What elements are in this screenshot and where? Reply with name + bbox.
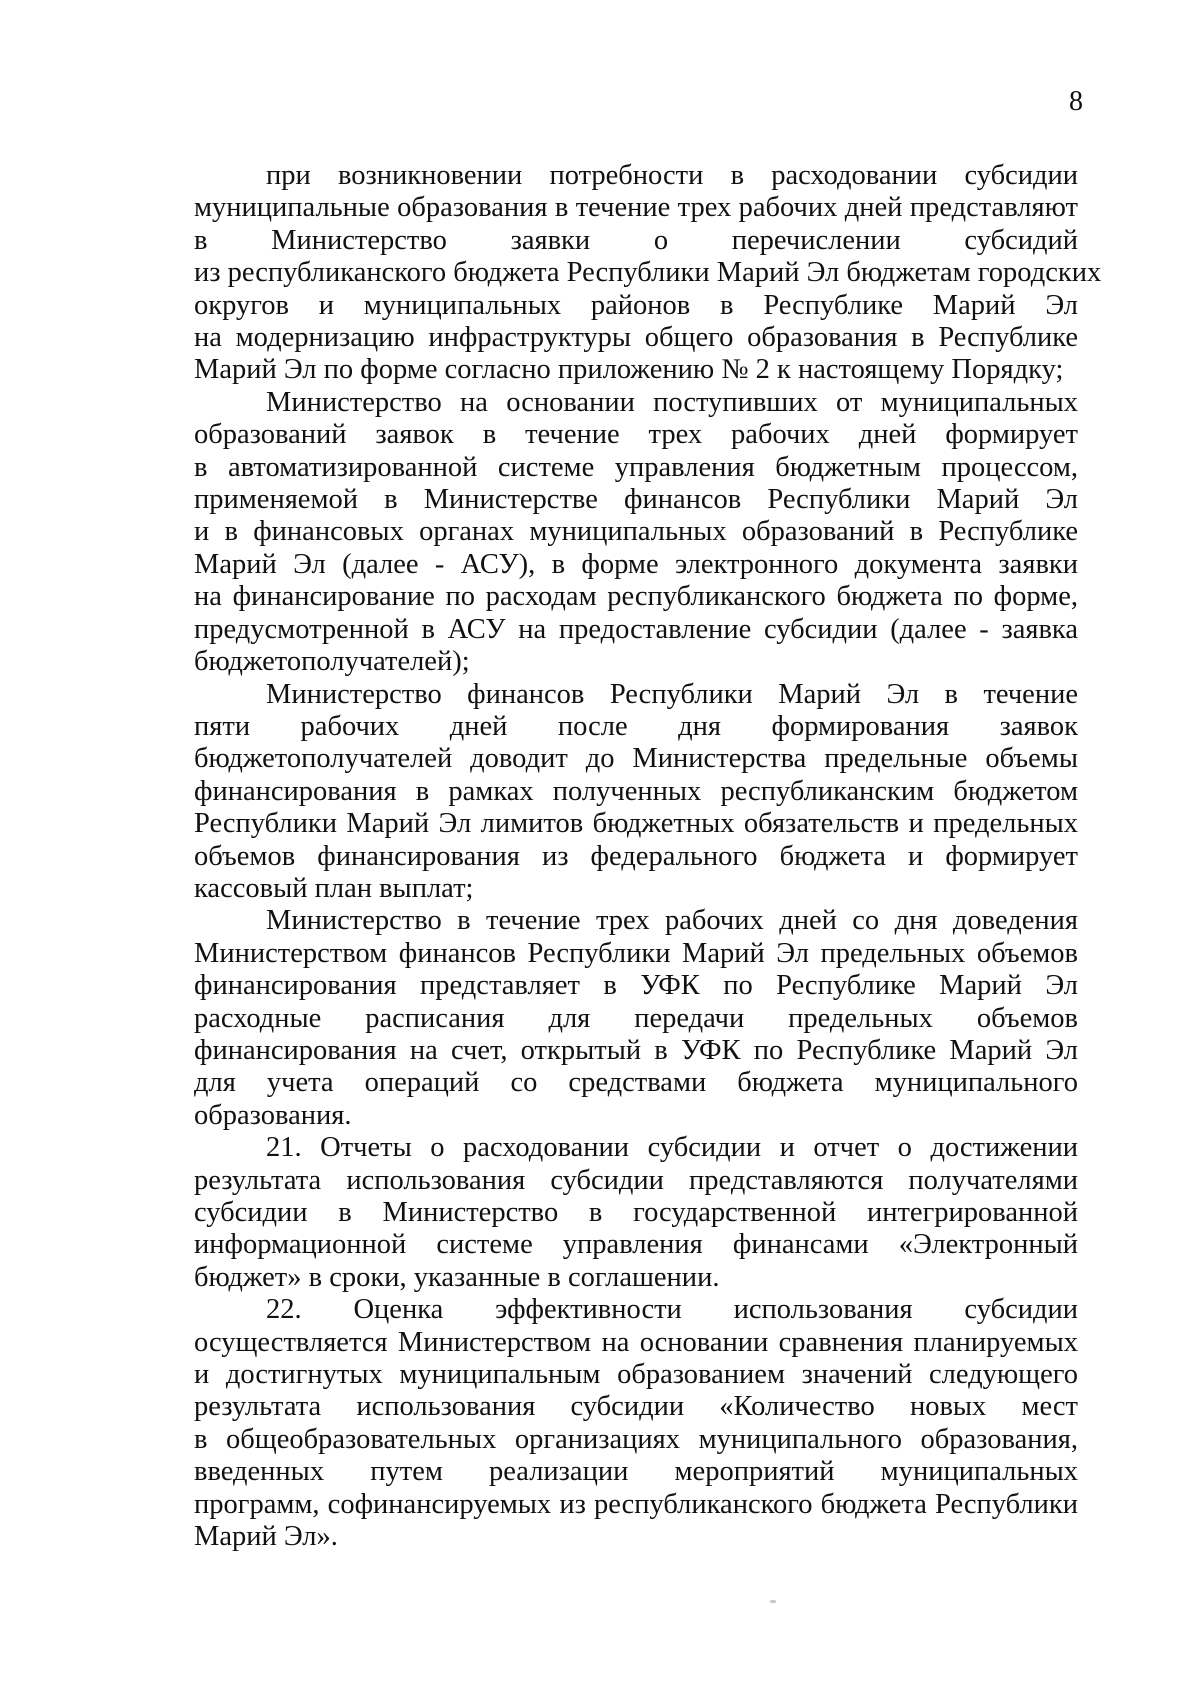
text-line: субсидии в Министерство в государственной интегрированной [194,1197,1078,1228]
text-line: результата использования субсидии «Количество новых мест [194,1391,1078,1423]
paragraph [194,160,1102,387]
text-line: в Министерство заявки о перечислении субсидий [194,224,1078,256]
text-line: применяемой в Министерстве финансов Республики Марий Эл [194,484,1078,516]
paragraph [194,1294,1078,1553]
text-line: на модернизацию инфраструктуры общего образования в Республике [194,322,1078,354]
text-line: программ, софинансируемых из республиканского бюджета Республики [194,1488,1078,1520]
text-line: Республики Марий Эл лимитов бюджетных обязательств и предельных [194,808,1078,840]
text-line: объемов финансирования из федерального бюджета и формирует [194,840,1078,872]
text-line: муниципальные образования в течение трех рабочих дней представляют [194,192,1078,224]
text-line: Министерство в течение трех рабочих дней со дня доведения [266,905,1078,937]
text-line: и в финансовых органах муниципальных образований в Республике [194,516,1078,548]
text-line: округов и муниципальных районов в Республике Марий Эл [194,289,1078,321]
text-line: финансирования представляет в УФК по Республике Марий Эл [194,970,1078,1002]
text-line: пяти рабочих дней после дня формирования заявок [194,710,1078,742]
paragraph [194,387,1078,679]
text-line: финансирования в рамках полученных республиканским бюджетом [194,775,1078,807]
text-line: информационной системе управления финансами «Электронный [194,1229,1078,1261]
text-line: Марий Эл (далее - АСУ), в форме электронного документа заявки [194,548,1078,580]
text-line: в общеобразовательных организациях муниципального образования, [194,1423,1078,1455]
text-line: для учета операций со средствами бюджета муниципального [194,1067,1078,1099]
text-line: Министерством финансов Республики Марий Эл предельных объемов [194,937,1078,969]
text-line: Министерство финансов Республики Марий Эл в течение [266,678,1078,710]
text-line: бюджетополучателей доводит до Министерства предельные объемы [194,743,1078,775]
text-line: в автоматизированной системе управления бюджетным процессом, [194,451,1078,483]
text-line: кассовый план выплат; [194,872,474,904]
text-line: 22. Оценка эффективности использования субсидии [266,1294,1078,1326]
text-line: бюджет» в сроки, указанные в соглашении. [194,1261,720,1293]
text-line: из республиканского бюджета Республики Марий Эл бюджетам городских [194,257,1102,289]
text-line: расходные расписания для передачи предельных объемов [194,1002,1078,1034]
paragraph [194,1132,1078,1294]
text-line: введенных путем реализации мероприятий муниципальных [194,1456,1078,1488]
text-line: результата использования субсидии представляются получателями [194,1164,1078,1196]
document-body [194,160,1102,1553]
text-line: предусмотренной в АСУ на предоставление субсидии (далее - заявка [194,613,1078,645]
text-line: при возникновении потребности в расходовании субсидии [266,160,1078,191]
text-line: Марий Эл». [194,1521,338,1553]
text-line: 21. Отчеты о расходовании субсидии и отчет о достижении [266,1132,1078,1164]
text-line: образования. [194,1099,352,1131]
text-line: Министерство на основании поступивших от муниципальных [266,386,1078,418]
page-number: 8 [1069,86,1083,117]
text-line: бюджетополучателей); [194,646,470,678]
text-line: осуществляется Министерством на основании сравнения планируемых [194,1326,1078,1358]
text-line: и достигнутых муниципальным образованием значений следующего [194,1359,1078,1391]
scan-artifact-dot [770,1600,776,1603]
paragraph [194,679,1078,906]
text-line: образований заявок в течение трех рабочих дней формирует [194,419,1078,451]
text-line: финансирования на счет, открытый в УФК по Республике Марий Эл [194,1034,1078,1066]
text-line: на финансирование по расходам республиканского бюджета по форме, [194,581,1078,613]
paragraph [194,905,1078,1132]
text-line: Марий Эл по форме согласно приложению № 2 к настоящему Порядку; [194,354,1064,386]
